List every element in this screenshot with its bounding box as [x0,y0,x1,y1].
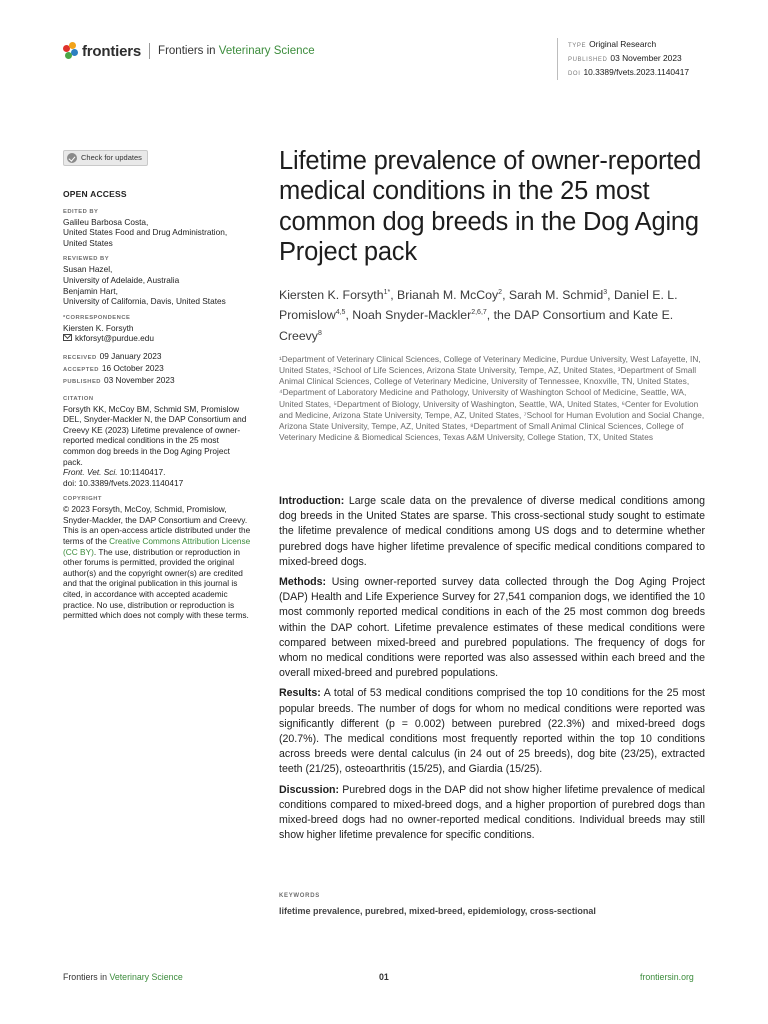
open-access-label: OPEN ACCESS [63,189,127,199]
author-list [279,284,705,346]
brand-name: frontiers [82,42,142,60]
checkmark-icon [67,153,77,163]
published-date: 03 November 2023 [610,53,682,63]
article-meta: TYPE Original Research PUBLISHED 03 November 2023 DOI 10.3389/fvets.2023.1140417 [557,38,689,80]
author: Kiersten K. Forsyth$^{1*}$, [279,287,398,302]
author: Daniel E. L. Promislow$^{4,5}$, [279,287,678,323]
affiliations: ¹Department of Veterinary Clinical Sciences, College of Veterinary Medicine, Purdue University, West Lafayette, IN, United States, ²School of Life Sciences, Arizona State University, Tempe, AZ, United States, ³Department of Small Animal Clinical Sciences, College of Veterinary Medicine, University of Tennessee, Knoxville, TN, United States, ⁴Department of Laboratory Medicine and Pathology, University of Washington School of Medicine, Seattle, WA, United States, ⁵Department of Biology, University of Washington, Seattle, WA, United States, ⁶Center for Evolution and Medicine, Arizona State University, Tempe, AZ, United States, ⁷School for Human Evolution and Social Change, Arizona State University, Tempe, AZ, United States, ⁸Department of Small Animal Clinical Sciences, College of Veterinary Medicine & Biomedical Sciences, Texas A&M University, College Station, TX, United States [279,353,705,443]
abstract-methods: Methods: Using owner-reported survey data collected through the Dog Aging Project (DAP) Health and Life Experience Survey for 27,541 companion dogs, we identified the 10 most commonly reported medical conditions in each of the 25 most common dog breeds within the DAP cohort. Lifetime prevalence estimates of these medical conditions were compared between mixed-breed and purebred populations. The frequency of dogs for whom no medical conditions were reported was also assessed within each breed and the overall mixed-breed and purebred populations. [279,576,705,680]
correspondence-name: Kiersten K. Forsyth [63,322,134,333]
abstract-results: Results: A total of 53 medical conditions comprised the top 10 conditions for the 25 most popular breeds. The number of dogs for whom no medical conditions were reported was significantly different (p = 0.002) between purebred (22.3%) and mixed-breed dogs (20.7%). The medical conditions most frequently reported within the top 10 conditions across breeds were dental calculus (in 24 out of 25 breeds), dog bite (23/25), extracted teeth (21/25), osteoarthritis (15/25), and Giardia (15/25). [279,687,705,776]
footer-site-link[interactable]: frontiersin.org [640,972,694,982]
received-date: 09 January 2023 [99,350,162,361]
check-for-updates-button[interactable]: Check for updates [63,150,148,166]
abstract [279,494,705,848]
citation: Forsyth KK, McCoy BM, Schmid SM, Promislow DEL, Snyder-Mackler N, the DAP Consortium and Creevy KE (2023) Lifetime prevalence of owner-reported medical conditions in the 25 most common dog breeds in the Dog Aging Project pack. Front. Vet. Sci. 10:1140417. doi: 10.3389/fvets.2023.1140417 [63,403,247,488]
reviewed-by: Susan Hazel, University of Adelaide, Australia Benjamin Hart, University of California, Davis, United States [63,264,226,307]
author: Brianah M. McCoy$^2$, [397,287,509,302]
citation-doi[interactable]: doi: 10.3389/fvets.2023.1140417 [63,477,184,488]
accepted-date: 16 October 2023 [101,363,164,374]
correspondence-label: *CORRESPONDENCE [63,314,131,321]
footer-journal: Frontiers in Veterinary Science [63,972,183,982]
citation-label: CITATION [63,395,94,402]
sidebar [63,150,251,621]
edited-by: Galileu Barbosa Costa, United States Food and Drug Administration, United States [63,216,228,248]
copyright-label: COPYRIGHT [63,496,102,503]
edited-by-label: EDITED BY [63,208,99,215]
abstract-introduction: Introduction: Large scale data on the prevalence of diverse medical conditions among dog breeds in the United States are sparse. This cross-sectional study sought to estimate the lifetime prevalence of medical conditions among US dogs and to determine whether purebred dogs have higher lifetime prevalence of specific medical conditions compared to mixed-breed dogs. [279,495,705,568]
author: the DAP Consortium and Kate E. Creevy$^8$ [279,308,674,344]
author: Noah Snyder-Mackler$^{2,6,7}$, [352,308,494,323]
article-title: Lifetime prevalence of owner-reported medical conditions in the 25 most common dog breeds in the Dog Aging Project pack [279,147,702,267]
header-divider [149,43,150,59]
copyright: © 2023 Forsyth, McCoy, Schmid, Promislow, Snyder-Mackler, the DAP Consortium and Creevy. This is an open-access article distributed under the terms of the Creative Commons Attribution License (CC BY). The use, distribution or reproduction in other forums is permitted, provided the original author(s) and the copyright owner(s) are credited and that the original publication in this journal is cited, in accordance with accepted academic practice. No use, distribution or reproduction is permitted which does not comply with these terms. [63,504,251,621]
article-header [279,146,705,443]
abstract-discussion: Discussion: Purebred dogs in the DAP did not show higher lifetime prevalence of medical conditions compared to mixed-breed dogs, and a higher proportion of purebred dogs than mixed-breed dogs had no owner-reported medical conditions. Individual breeds may still show higher lifetime prevalence for specific conditions. [279,783,705,842]
page-number: 01 [379,972,389,982]
doi-link[interactable]: 10.3389/fvets.2023.1140417 [583,67,690,77]
cc-by-link[interactable]: Creative Commons Attribution License (CC BY) [63,536,251,557]
reviewed-by-label: REVIEWED BY [63,256,110,263]
mail-icon [63,334,72,341]
correspondence-email[interactable]: kkforsyt@purdue.edu [63,333,251,344]
author: Sarah M. Schmid$^3$, [508,287,614,302]
frontiers-logo[interactable] [63,42,315,60]
sidebar-published-date: 03 November 2023 [104,375,175,386]
article-type: Original Research [589,39,657,49]
keywords: lifetime prevalence, purebred, mixed-breed, epidemiology, cross-sectional [279,906,596,916]
journal-title[interactable]: Frontiers in Veterinary Science [158,45,315,57]
keywords-label: KEYWORDS [279,893,320,899]
history-dates: RECEIVED 09 January 2023 ACCEPTED 16 October 2023 PUBLISHED 03 November 2023 [63,350,175,386]
frontiers-logo-icon [63,42,79,60]
